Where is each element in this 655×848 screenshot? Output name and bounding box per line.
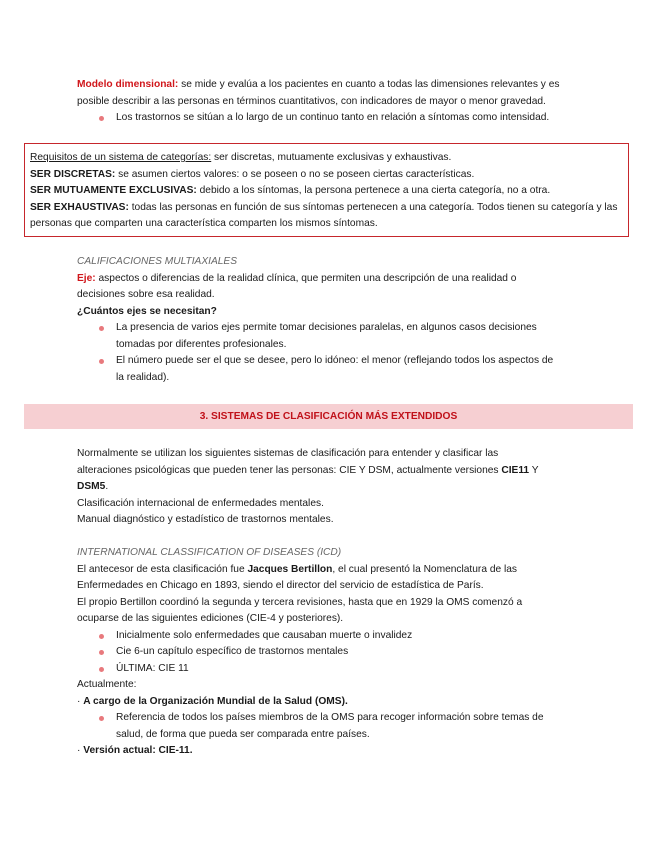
classification-intro: [77, 446, 577, 529]
eje-label: Eje:: [77, 272, 96, 284]
categories-requirements-box: [24, 143, 629, 237]
intro-line-5: Manual diagnóstico y estadístico de trastornos mentales.: [77, 514, 334, 525]
oms-line: · A cargo de la Organización Mundial de la Salud (OMS).: [77, 695, 348, 707]
icd-bullets: [77, 628, 577, 678]
icd-p1-line-1: El antecesor de esta clasificación fue Jacques Bertillon, el cual presentó la Nomenclatura de las: [77, 563, 517, 575]
icd-heading: INTERNATIONAL CLASSIFICATION OF DISEASES (ICD): [77, 547, 342, 558]
dsm5-version: DSM5: [77, 481, 106, 492]
multiaxial-section: [77, 254, 577, 386]
list-item: El número puede ser el que se desee, pero lo idóneo: el menor (reflejando todos los aspectos de la realidad).: [77, 353, 577, 386]
multiaxial-bullets: [77, 320, 577, 386]
current-version-line: · Versión actual: CIE-11.: [77, 745, 193, 756]
actualmente-label: Actualmente:: [77, 679, 137, 690]
axes-question: ¿Cuántos ejes se necesitan?: [77, 305, 217, 317]
section-3-banner: 3. SISTEMAS DE CLASIFICACIÓN MÁS EXTENDIDOS: [24, 404, 633, 429]
bertillon-name: Jacques Bertillon: [247, 563, 333, 575]
list-item: Inicialmente solo enfermedades que causaban muerte o invalidez: [77, 628, 577, 645]
intro-line-2: alteraciones psicológicas que pueden tener las personas: CIE Y DSM, actualmente versiones CIE11 Y: [77, 464, 539, 476]
icd-p2-line-2: ocuparse de las siguientes ediciones (CIE-4 y posteriores).: [77, 613, 344, 624]
list-item: Los trastornos se sitúan a lo largo de un continuo tanto en relación a síntomas como intensidad.: [77, 110, 577, 127]
icd-p2-line-1: El propio Bertillon coordinó la segunda y tercera revisiones, hasta que en 1929 la OMS comenzó a: [77, 596, 523, 608]
icd-p1-line-2: Enfermedades en Chicago en 1893, siendo el director del servicio de estadística de París.: [77, 580, 484, 591]
dimensional-label: Modelo dimensional:: [77, 79, 179, 90]
discretas-line: SER DISCRETAS: se asumen ciertos valores: o se poseen o no se poseen ciertas características.: [30, 168, 475, 180]
exhaustivas-line: SER EXHAUSTIVAS: todas las personas en función de sus síntomas pertenecen a una categoría. Todos tienen su categoría y las: [30, 201, 618, 213]
dimensional-bullets: [77, 110, 577, 127]
intro-line-4: Clasificación internacional de enfermedades mentales.: [77, 497, 324, 509]
eje-line-2: decisiones sobre esa realidad.: [77, 289, 215, 300]
list-item: Cie 6-un capítulo específico de trastornos mentales: [77, 644, 577, 661]
requirements-label: Requisitos de un sistema de categorías:: [30, 152, 212, 163]
multiaxial-heading: CALIFICACIONES MULTIAXIALES: [77, 256, 238, 267]
list-item: Referencia de todos los países miembros de la OMS para recoger información sobre temas de salud, de forma que pueda ser comparada entre países.: [77, 710, 577, 743]
dimensional-line-1: Modelo dimensional: se mide y evalúa a los pacientes en cuanto a todas las dimensiones relevantes y es: [77, 79, 560, 90]
exclusivas-line: SER MUTUAMENTE EXCLUSIVAS: debido a los síntomas, la persona pertenece a una cierta categoría, no a otra.: [30, 185, 551, 197]
dimensional-line-2: posible describir a las personas en términos cuantitativos, con indicadores de mayor o menor gravedad.: [77, 95, 546, 107]
cie11-version: CIE11: [501, 464, 530, 476]
list-item: ÚLTIMA: CIE 11: [77, 661, 577, 678]
exhaustivas-line-2: personas que comparten una característica comparten los mismos síntomas.: [30, 218, 378, 230]
icd-section: [77, 545, 577, 760]
intro-line-1: Normalmente se utilizan los siguientes sistemas de clasificación para entender y clasificar las: [77, 448, 499, 459]
eje-line-1: Eje: aspectos o diferencias de la realidad clínica, que permiten una descripción de una realidad o: [77, 272, 517, 284]
list-item: La presencia de varios ejes permite tomar decisiones paralelas, en algunos casos decisiones tomadas por diferentes profesionales.: [77, 320, 577, 353]
requirements-line: Requisitos de un sistema de categorías: ser discretas, mutuamente exclusivas y exhaustivas.: [30, 152, 452, 163]
intro-line-3: DSM5.: [77, 481, 109, 492]
dimensional-model-section: [77, 77, 577, 127]
oms-bullets: [77, 710, 577, 743]
